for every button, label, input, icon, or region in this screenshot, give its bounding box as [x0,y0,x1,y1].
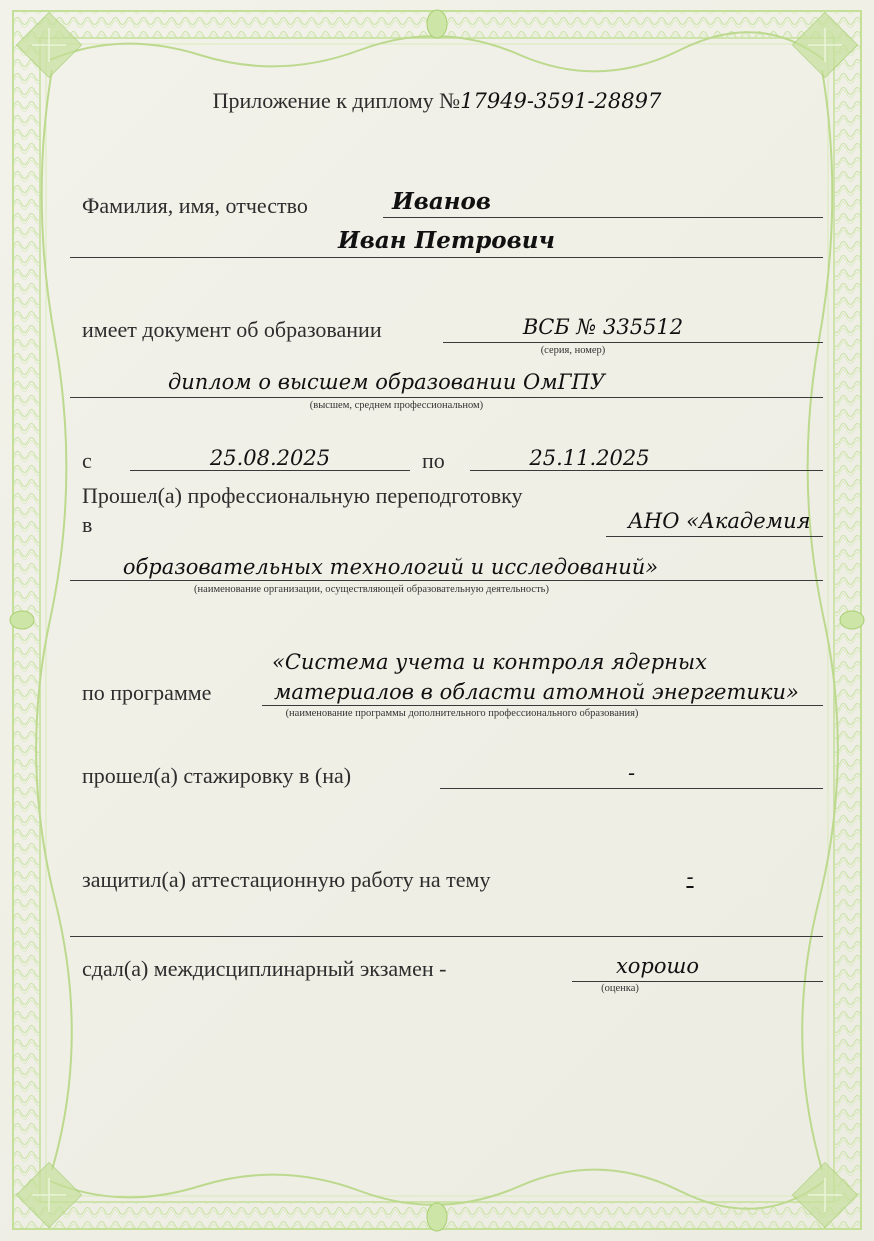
program-name-line1: «Система учета и контроля ядерных [272,650,707,674]
period-from-date: 25.08.2025 [209,446,331,470]
period-from-line [130,470,410,471]
internship-label: прошел(а) стажировку в (на) [82,763,352,788]
series-number-line [443,342,823,343]
period-to-line [470,470,823,471]
name-patronymic-value: Иван Петрович [338,227,555,254]
series-number-value: ВСБ № 335512 [522,315,684,339]
surname-line [383,217,823,218]
thesis-value: - [686,865,694,889]
organization-part2-line [70,580,823,581]
internship-value: - [627,761,636,785]
retraining-label: Прошел(а) профессиональную переподготовку [82,483,523,508]
period-from-label: с [82,448,92,473]
fio-label: Фамилия, имя, отчество [82,193,308,218]
series-number-hint: (серия, номер) [540,345,606,356]
education-document-label: имеет документ об образовании [82,317,382,342]
surname-value: Иванов [392,188,491,215]
name-patronymic-line [70,257,823,258]
organization-part1: АНО «Академия [628,509,811,533]
title-prefix: Приложение к диплому № [212,88,461,113]
organization-part2: образовательных технологий и исследований» [122,555,659,579]
program-label: по программе [82,680,212,705]
document-type-value: диплом о высшем образовании ОмГПУ [167,370,606,394]
retraining-in-label: в [82,512,93,537]
internship-line [440,788,823,789]
program-line [262,705,823,706]
exam-grade-hint: (оценка) [601,983,639,994]
document-type-hint: (высшем, среднем профессиональном) [309,400,484,411]
exam-grade: хорошо [615,954,700,978]
program-hint: (наименование программы дополнительного профессионального образования) [285,708,639,719]
thesis-label: защитил(а) аттестационную работу на тему [82,867,491,892]
exam-label: сдал(а) междисциплинарный экзамен - [82,956,447,981]
document-type-line [70,397,823,398]
diploma-number: 17949-3591-28897 [460,89,662,113]
organization-part1-line [606,536,823,537]
program-name-line2: материалов в области атомной энергетики» [274,680,799,704]
exam-grade-line [572,981,823,982]
organization-hint: (наименование организации, осуществляющей образовательную деятельность) [194,584,549,595]
document-title [0,88,874,114]
period-to-date: 25.11.2025 [529,446,650,470]
thesis-line [70,936,823,937]
period-to-label: по [422,448,445,473]
